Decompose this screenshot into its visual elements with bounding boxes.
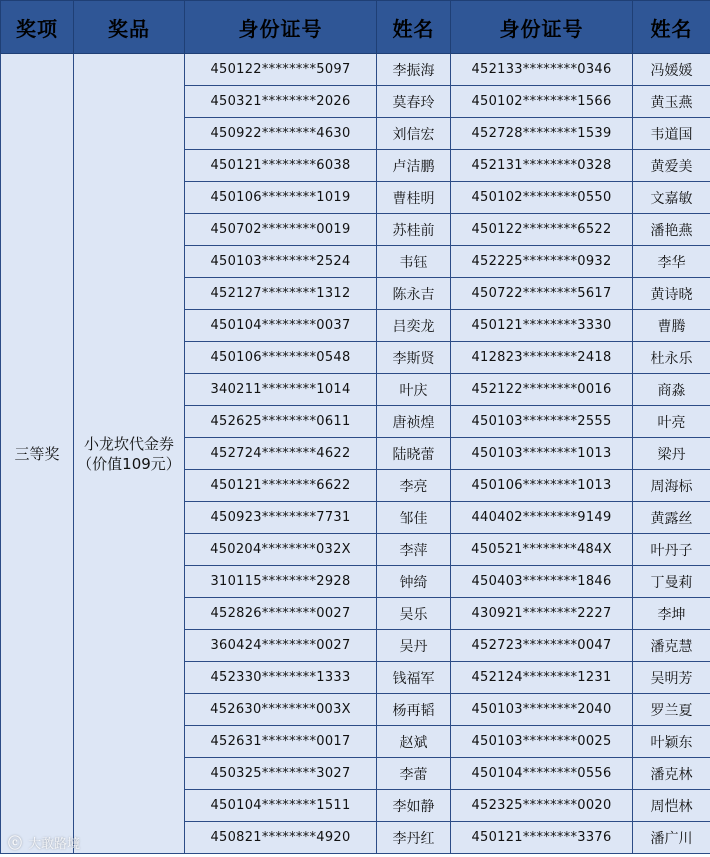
name-cell: 李亮 (377, 470, 451, 502)
watermark (8, 833, 80, 853)
prize-name: 小龙坎代金券 (83, 434, 174, 453)
id-number-cell: 452625********0611 (185, 406, 377, 438)
id-number-cell: 450104********0037 (185, 310, 377, 342)
name-cell-2: 丁曼莉 (633, 566, 710, 598)
watermark-logo-icon: ⓒ (8, 836, 22, 852)
id-number-cell-2: 452225********0932 (451, 246, 633, 278)
id-number-cell: 452127********1312 (185, 278, 377, 310)
prize-value: （价值109元） (77, 454, 181, 473)
id-number-cell-2: 440402********9149 (451, 502, 633, 534)
name-cell: 李振海 (377, 54, 451, 86)
name-cell: 李如静 (377, 790, 451, 822)
id-number-cell: 450702********0019 (185, 214, 377, 246)
watermark-text: 大敢路境 (28, 837, 81, 852)
id-number-cell-2: 450104********0556 (451, 758, 633, 790)
name-cell-2: 商淼 (633, 374, 710, 406)
id-number-cell-2: 430921********2227 (451, 598, 633, 630)
name-cell-2: 曹腾 (633, 310, 710, 342)
id-number-cell: 452724********4622 (185, 438, 377, 470)
name-cell: 苏桂前 (377, 214, 451, 246)
id-number-cell: 450321********2026 (185, 86, 377, 118)
id-number-cell: 310115********2928 (185, 566, 377, 598)
id-number-cell-2: 452728********1539 (451, 118, 633, 150)
id-number-cell-2: 452122********0016 (451, 374, 633, 406)
name-cell-2: 黄爱美 (633, 150, 710, 182)
id-number-cell: 450104********1511 (185, 790, 377, 822)
name-cell-2: 梁丹 (633, 438, 710, 470)
id-number-cell: 452630********003X (185, 694, 377, 726)
header-prize: 奖品 (74, 1, 185, 54)
id-number-cell-2: 452131********0328 (451, 150, 633, 182)
header-row (1, 1, 710, 54)
name-cell: 卢洁鹏 (377, 150, 451, 182)
table-body (1, 54, 710, 854)
id-number-cell-2: 450121********3376 (451, 822, 633, 854)
id-number-cell-2: 450122********6522 (451, 214, 633, 246)
header-id-number: 身份证号 (185, 1, 377, 54)
id-number-cell-2: 450403********1846 (451, 566, 633, 598)
name-cell: 李斯贤 (377, 342, 451, 374)
name-cell: 李蕾 (377, 758, 451, 790)
id-number-cell: 450121********6622 (185, 470, 377, 502)
name-cell-2: 黄玉燕 (633, 86, 710, 118)
id-number-cell: 452330********1333 (185, 662, 377, 694)
id-number-cell: 450821********4920 (185, 822, 377, 854)
header-name: 姓名 (377, 1, 451, 54)
name-cell: 杨再韬 (377, 694, 451, 726)
name-cell: 莫春玲 (377, 86, 451, 118)
name-cell-2: 冯媛媛 (633, 54, 710, 86)
name-cell-2: 潘广川 (633, 822, 710, 854)
name-cell-2: 潘克林 (633, 758, 710, 790)
id-number-cell: 450106********0548 (185, 342, 377, 374)
id-number-cell-2: 452325********0020 (451, 790, 633, 822)
id-number-cell-2: 450103********2040 (451, 694, 633, 726)
id-number-cell-2: 452133********0346 (451, 54, 633, 86)
id-number-cell-2: 452723********0047 (451, 630, 633, 662)
id-number-cell: 450121********6038 (185, 150, 377, 182)
id-number-cell: 450122********5097 (185, 54, 377, 86)
id-number-cell: 450106********1019 (185, 182, 377, 214)
id-number-cell-2: 452124********1231 (451, 662, 633, 694)
id-number-cell-2: 450103********2555 (451, 406, 633, 438)
table-row (1, 54, 710, 86)
name-cell: 叶庆 (377, 374, 451, 406)
name-cell-2: 李华 (633, 246, 710, 278)
name-cell-2: 文嘉敏 (633, 182, 710, 214)
id-number-cell-2: 450121********3330 (451, 310, 633, 342)
id-number-cell: 452826********0027 (185, 598, 377, 630)
name-cell: 吴乐 (377, 598, 451, 630)
name-cell: 李萍 (377, 534, 451, 566)
name-cell: 吴丹 (377, 630, 451, 662)
header-id-number-2: 身份证号 (451, 1, 633, 54)
header-award: 奖项 (1, 1, 74, 54)
id-number-cell-2: 450103********1013 (451, 438, 633, 470)
name-cell: 李丹红 (377, 822, 451, 854)
id-number-cell: 450103********2524 (185, 246, 377, 278)
name-cell-2: 李坤 (633, 598, 710, 630)
id-number-cell-2: 450106********1013 (451, 470, 633, 502)
name-cell-2: 吴明芳 (633, 662, 710, 694)
id-number-cell-2: 450722********5617 (451, 278, 633, 310)
name-cell-2: 叶亮 (633, 406, 710, 438)
name-cell: 唐祯煌 (377, 406, 451, 438)
name-cell-2: 杜永乐 (633, 342, 710, 374)
id-number-cell: 452631********0017 (185, 726, 377, 758)
name-cell-2: 叶颖东 (633, 726, 710, 758)
id-number-cell-2: 450521********484X (451, 534, 633, 566)
award-cell: 三等奖 (1, 54, 74, 854)
name-cell-2: 潘艳燕 (633, 214, 710, 246)
name-cell-2: 潘克慧 (633, 630, 710, 662)
name-cell: 陆晓蕾 (377, 438, 451, 470)
name-cell-2: 黄露丝 (633, 502, 710, 534)
name-cell: 钱福军 (377, 662, 451, 694)
id-number-cell-2: 450103********0025 (451, 726, 633, 758)
name-cell: 刘信宏 (377, 118, 451, 150)
name-cell-2: 罗兰夏 (633, 694, 710, 726)
name-cell-2: 叶丹子 (633, 534, 710, 566)
id-number-cell: 340211********1014 (185, 374, 377, 406)
name-cell-2: 黄诗晓 (633, 278, 710, 310)
name-cell: 陈永吉 (377, 278, 451, 310)
name-cell: 钟绮 (377, 566, 451, 598)
id-number-cell: 360424********0027 (185, 630, 377, 662)
name-cell-2: 韦道国 (633, 118, 710, 150)
id-number-cell: 450325********3027 (185, 758, 377, 790)
name-cell: 吕奕龙 (377, 310, 451, 342)
id-number-cell: 450923********7731 (185, 502, 377, 534)
id-number-cell-2: 450102********1566 (451, 86, 633, 118)
prize-cell (74, 54, 185, 854)
id-number-cell-2: 450102********0550 (451, 182, 633, 214)
name-cell: 曹桂明 (377, 182, 451, 214)
name-cell: 赵斌 (377, 726, 451, 758)
name-cell-2: 周海标 (633, 470, 710, 502)
id-number-cell: 450922********4630 (185, 118, 377, 150)
id-number-cell: 450204********032X (185, 534, 377, 566)
name-cell: 韦钰 (377, 246, 451, 278)
header-name-2: 姓名 (633, 1, 710, 54)
id-number-cell-2: 412823********2418 (451, 342, 633, 374)
name-cell: 邹佳 (377, 502, 451, 534)
name-cell-2: 周恺林 (633, 790, 710, 822)
